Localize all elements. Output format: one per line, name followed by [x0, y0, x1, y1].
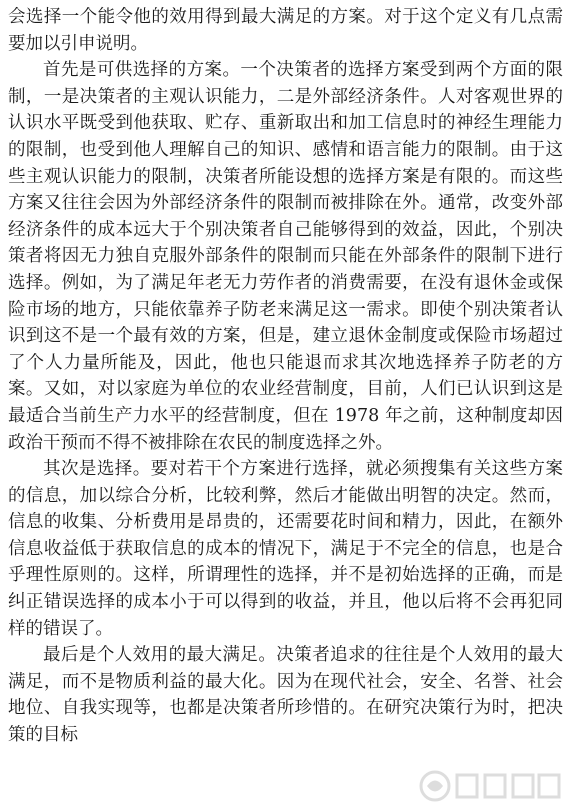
paragraph-alternatives: 首先是可供选择的方案。一个决策者的选择方案受到两个方面的限制，一是决策者的主观认识能力，二是外部经济条件。人对客观世界的认识水平既受到他获取、贮存、重新取出和加工信息时的神经生理能力的限制，也受到他人理解自己的知识、感情和语言能力的限制。由于这些主观认识能力的限制，决策者所能设想的选择方案是有限的。而这些方案又往往会因为外部经济条件的限制而被排除在外。通常，改变外部经济条件的成本远大于个别决策者自己能够得到的效益，因此，个别决策者将因无力独自克服外部条件的限制而只能在外部条件的限制下进行选择。例如，为了满足年老无力劳作者的消费需要，在没有退休金或保险市场的地方，只能依靠养子防老来满足这一需求。即使个别决策者认识到这不是一个最有效的方案，但是，建立退休金制度或保险市场超过了个人力量所能及，因此，他也只能退而求其次地选择养子防老的方案。又如，对以家庭为单位的农业经营制度，目前，人们已认识到这是最适合当前生产力水平的经营制度，但在 1978 年之前，这种制度却因政治干预而不得不被排除在农民的制度选择之外。: [8, 60, 563, 453]
paragraph-utility: 最后是个人效用的最大满足。决策者追求的往往是个人效用的最大满足，而不是物质利益的最大化。因为在现代社会，安全、名誉、社会地位、自我实现等，也都是决策者所珍惜的。在研究决策行为时，把决策的目标: [8, 645, 563, 746]
paragraph-continuation: 会选择一个能令他的效用得到最大满足的方案。对于这个定义有几点需要加以引申说明。: [8, 7, 563, 54]
paragraph-choice: 其次是选择。要对若干个方案进行选择，就必须搜集有关这些方案的信息，加以综合分析，比较利弊，然后才能做出明智的决定。然而，信息的收集、分析费用是昂贵的，还需要花时间和精力，因此，在额外信息收益低于获取信息的成本的情况下，满足于不完全的信息，也是合乎理性原则的。这样，所谓理性的选择，并不是初始选择的正确，而是纠正错误选择的成本小于可以得到的收益，并且，他以后将不会再犯同样的错误了。: [8, 459, 563, 639]
